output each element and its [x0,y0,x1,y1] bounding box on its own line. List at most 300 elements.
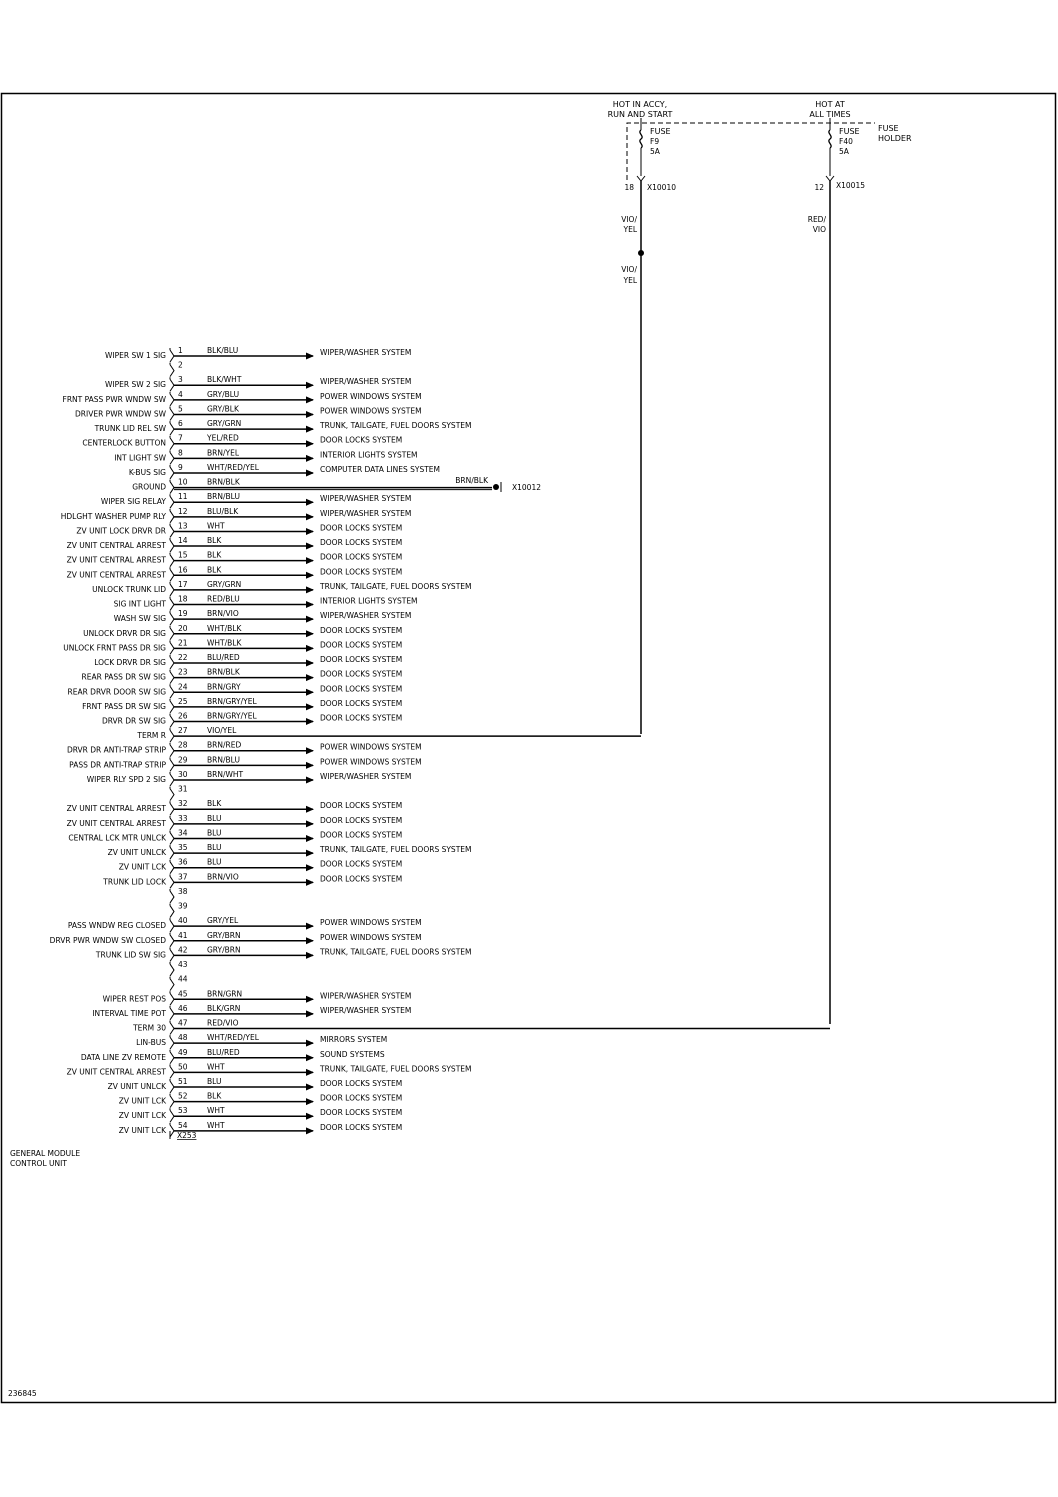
pin-chevron-icon [170,759,174,771]
pin-wire-color: BLK [207,799,222,809]
fuse-a-id: F9 [650,137,660,146]
pin-wire-color: WHT [207,521,225,531]
pin-row-45 [103,989,412,1005]
pin-chevron-icon [170,1125,174,1137]
pin-row-32 [67,799,403,815]
arrow-right-icon [306,513,314,520]
pin-wire-color: BLK [207,550,222,560]
pin-destination: DOOR LOCKS SYSTEM [320,538,403,548]
arrow-right-icon [306,630,314,637]
pin-signal-label: TERM R [137,731,166,741]
ground-dot [493,484,499,490]
arrow-right-icon [306,1113,314,1120]
pin-number: 47 [178,1018,188,1028]
arrow-right-icon [306,996,314,1003]
pin-row-21 [63,638,402,654]
pin-number: 13 [178,521,188,531]
pin-row-19 [114,609,412,625]
pin-chevron-icon [170,657,174,669]
pin-wire-color: BRN/BLK [207,477,240,487]
fuse-a-hot-1: HOT IN ACCY, [612,100,668,109]
pin-signal-label: INT LIGHT SW [114,453,166,463]
pin-number: 6 [178,419,183,429]
pin-number: 31 [178,784,188,794]
pin-chevron-icon [170,672,174,684]
pin-chevron-icon [170,1008,174,1020]
arrow-right-icon [306,660,314,667]
pin-number: 49 [178,1047,188,1057]
pin-number: 20 [178,623,188,633]
pin-number: 40 [178,916,188,926]
pin-signal-label: WIPER REST POS [102,994,166,1004]
pin-destination: WIPER/WASHER SYSTEM [320,377,412,387]
pin-number: 16 [178,565,188,575]
fuse-f40 [809,100,865,192]
pin-wire-color: YEL/RED [207,433,239,443]
pin-chevron-icon [170,1081,174,1093]
fuse-b-hot-1: HOT AT [815,100,845,109]
fuse-symbol-icon [829,130,831,148]
pin-chevron-icon [170,452,174,464]
pin-signal-label: UNLOCK FRNT PASS DR SIG [63,643,166,653]
pin-destination: DOOR LOCKS SYSTEM [320,830,403,840]
arrow-right-icon [306,396,314,403]
arrow-right-icon [306,601,314,608]
arrow-right-icon [306,806,314,813]
pin-chevron-icon [170,686,174,698]
pin-chevron-icon [170,642,174,654]
fuse-holder-label-1: FUSE [878,124,899,133]
pin-destination: DOOR LOCKS SYSTEM [320,655,403,665]
arrow-right-icon [306,820,314,827]
module-connector-id: X253 [177,1131,197,1140]
pin-chevron-icon [170,438,174,450]
connector-chevron-icon [637,176,645,181]
pin-wire-color: WHT [207,1120,225,1130]
pin-row-34 [68,828,402,844]
arrow-right-icon [306,879,314,886]
pin-wire-color: BLU [207,828,222,838]
arrow-right-icon [306,543,314,550]
feed-b-wire-2: VIO [812,225,826,234]
arrow-right-icon [306,689,314,696]
pin-signal-label: WASH SW SIG [113,614,166,624]
pin-wire-color: BLU/RED [207,653,240,663]
pin-number: 3 [178,375,183,385]
pin-signal-label: LIN-BUS [136,1038,166,1048]
arrow-right-icon [306,718,314,725]
pin-row-15 [67,551,403,567]
pin-number: 51 [178,1077,188,1086]
pin-row-1 [105,346,411,362]
pin-chevron-icon [170,701,174,713]
arrow-right-icon [306,572,314,579]
pin-row-7 [82,434,402,450]
pin-row-9 [129,463,440,479]
pin-number: 43 [178,960,188,970]
pin-number: 12 [178,506,188,516]
pin-chevron-icon [170,496,174,508]
arrow-right-icon [306,528,314,535]
pin-number: 41 [178,930,188,940]
pin-row-50 [67,1062,472,1078]
pin-row-25 [82,697,402,713]
fuse-b-pin: 12 [814,183,824,192]
pin-number: 32 [178,799,188,809]
pin-number: 44 [178,974,188,984]
fuse-b-rating: 5A [839,147,849,156]
pin-signal-label: PASS DR ANTI-TRAP STRIP [69,760,166,770]
pin-chevron-icon [170,920,174,932]
pin-number: 36 [178,857,188,867]
pin-row-31 [170,785,188,801]
fuse-a-rating: 5A [650,147,660,156]
pin-row-35 [108,843,472,859]
pin-signal-label: GROUND [132,482,166,492]
pin-signal-label: ZV UNIT LCK [118,862,166,872]
pin-destination: TRUNK, TAILGATE, FUEL DOORS SYSTEM [320,845,472,855]
pin-chevron-icon [170,818,174,830]
pin-chevron-icon [170,964,174,976]
pin-number: 54 [178,1120,188,1130]
pin-chevron-icon [170,467,174,479]
pin-destination: DOOR LOCKS SYSTEM [320,1122,403,1132]
module-name-2: CONTROL UNIT [10,1159,67,1168]
pin-number: 45 [178,989,188,999]
pin-row-8 [114,448,417,464]
pin-number: 5 [178,404,183,414]
pin-destination: DOOR LOCKS SYSTEM [320,698,403,708]
arrow-right-icon [306,557,314,564]
pin-destination: DOOR LOCKS SYSTEM [320,523,403,533]
pin-number: 10 [178,477,188,487]
pin-destination: INTERIOR LIGHTS SYSTEM [320,450,418,460]
pin-destination: TRUNK, TAILGATE, FUEL DOORS SYSTEM [320,421,472,431]
pin-signal-label: DRIVER PWR WNDW SW [75,409,166,419]
pin-chevron-icon [170,906,174,918]
connector-chevron-icon [826,176,834,181]
pin-chevron-icon [170,876,174,888]
pin-number: 11 [178,492,188,502]
pin-signal-label: WIPER RLY SPD 2 SIG [86,774,166,784]
pin-wire-color: BRN/BLK [207,667,240,677]
pin-wire-color: BLK/BLU [207,346,239,355]
arrow-right-icon [306,1054,314,1061]
pin-number: 26 [178,711,188,721]
pin-chevron-icon [170,1037,174,1049]
pin-row-46 [92,1004,411,1020]
pin-number: 42 [178,945,188,955]
module-pin-rows [50,346,830,1137]
arrow-right-icon [306,1127,314,1134]
pin-number: 25 [178,696,188,706]
arrow-right-icon [306,440,314,447]
pin-row-29 [69,755,421,771]
pin-signal-label: ZV UNIT LCK [118,1111,166,1121]
pin-signal-label: WIPER SIG RELAY [100,497,166,507]
arrow-right-icon [306,835,314,842]
pin-number: 35 [178,843,188,853]
pin-wire-color: WHT/RED/YEL [207,462,259,472]
pin-destination: DOOR LOCKS SYSTEM [320,625,403,635]
pin-wire-color: BLK/WHT [207,375,242,385]
pin-row-24 [68,682,403,698]
pin-destination: DOOR LOCKS SYSTEM [320,1093,403,1103]
pin-number: 4 [178,389,183,399]
pin-number: 53 [178,1106,188,1116]
pin-wire-color: BRN/VIO [207,872,239,882]
arrow-right-icon [306,923,314,930]
pin-chevron-icon [170,847,174,859]
pin-number: 14 [178,536,188,546]
pin-signal-label: ZV UNIT LCK [118,1125,166,1135]
pin-wire-color: BRN/GRY/YEL [207,696,257,706]
pin-row-20 [83,624,402,640]
pin-row-3 [105,375,411,391]
pin-chevron-icon [170,1023,174,1035]
pin-destination: DOOR LOCKS SYSTEM [320,1108,403,1118]
pin-destination: WIPER/WASHER SYSTEM [320,611,412,621]
pin-row-12 [61,507,412,523]
pin-signal-label: DRVR DR ANTI-TRAP STRIP [66,745,166,755]
pin-destination: TRUNK, TAILGATE, FUEL DOORS SYSTEM [320,1064,472,1074]
arrow-right-icon [306,353,314,360]
pin-signal-label: ZV UNIT LOCK DRVR DR [76,526,166,536]
pin-chevron-icon [170,599,174,611]
fuse-b-hot-2: ALL TIMES [809,110,851,119]
pin-number: 2 [178,360,183,370]
pin-signal-label: ZV UNIT CENTRAL ARREST [66,555,166,565]
pin-signal-label: PASS WNDW REG CLOSED [67,921,166,931]
pin-number: 33 [178,813,188,823]
pin-signal-label: ZV UNIT CENTRAL ARREST [66,541,166,551]
pin-signal-label: ZV UNIT CENTRAL ARREST [66,570,166,580]
pin-destination: DOOR LOCKS SYSTEM [320,552,403,562]
ground-connector-id: X10012 [512,483,541,492]
pin-chevron-icon [170,745,174,757]
pin-destination: DOOR LOCKS SYSTEM [320,669,403,679]
pin-number: 17 [178,579,188,589]
pin-chevron-icon [170,774,174,786]
pin-destination: DOOR LOCKS SYSTEM [320,713,403,723]
pin-signal-label: HDLGHT WASHER PUMP RLY [60,511,166,521]
pin-wire-color: BLU/RED [207,1047,240,1057]
pin-number: 38 [178,886,188,896]
arrow-right-icon [306,703,314,710]
pin-wire-color: GRY/BLK [207,404,239,414]
feed-b-wire-1: RED/ [807,215,826,224]
pin-signal-label: TRUNK LID LOCK [103,877,166,887]
pin-row-14 [67,536,403,552]
pin-wire-color: WHT/RED/YEL [207,1033,259,1043]
arrow-right-icon [306,382,314,389]
pin-signal-label: TERM 30 [133,1023,166,1033]
pin-destination: MIRRORS SYSTEM [320,1035,388,1045]
arrow-right-icon [306,762,314,769]
pin-wire-color: BLK [207,536,222,546]
pin-signal-label: DRVR DR SW SIG [101,716,166,726]
pin-number: 1 [178,346,183,355]
pin-destination: POWER WINDOWS SYSTEM [320,932,422,942]
pin-row-52 [119,1092,402,1108]
pin-signal-label: FRNT PASS PWR WNDW SW [62,394,166,404]
pin-signal-label: SIG INT LIGHT [113,599,166,609]
pin-signal-label: ZV UNIT CENTRAL ARREST [66,1067,166,1077]
pin-chevron-icon [170,1110,174,1122]
pin-destination: COMPUTER DATA LINES SYSTEM [320,464,441,474]
arrow-right-icon [306,499,314,506]
figure-id: 236845 [8,1389,37,1398]
pin-destination: WIPER/WASHER SYSTEM [320,494,412,504]
feed-a-wire-lower-1: VIO/ [621,265,637,274]
pin-chevron-icon [170,379,174,391]
pin-wire-color: WHT [207,1062,225,1072]
pin-wire-color: BRN/GRY [207,682,241,692]
pin-signal-label: DRVR PWR WNDW SW CLOSED [49,935,166,945]
pin-wire-color: BRN/YEL [207,448,239,458]
pin-number: 52 [178,1091,188,1101]
pin-wire-color: RED/VIO [207,1018,239,1028]
pin-row-49 [81,1048,385,1064]
pin-wire-color: WHT/BLK [207,623,242,633]
pin-destination: WIPER/WASHER SYSTEM [320,508,412,518]
pin-number: 28 [178,740,188,750]
pin-row-51 [108,1077,403,1093]
pin-chevron-icon [170,949,174,961]
pin-signal-label: WIPER SW 1 SIG [105,351,166,360]
pin-chevron-icon [170,408,174,420]
pin-wire-color: BRN/RED [207,740,242,750]
pin-signal-label: REAR DRVR DOOR SW SIG [67,687,166,697]
pin-chevron-icon [170,613,174,625]
pin-signal-label: ZV UNIT CENTRAL ARREST [66,818,166,828]
pin-wire-color: WHT/BLK [207,638,242,648]
pin-chevron-icon [170,1066,174,1078]
pin-number: 37 [178,872,188,882]
pin-number: 30 [178,769,188,779]
pin-destination: POWER WINDOWS SYSTEM [320,757,422,767]
arrow-right-icon [306,1084,314,1091]
pin-number: 9 [178,462,183,472]
pin-signal-label: CENTERLOCK BUTTON [82,438,166,448]
fuse-f9 [608,100,677,192]
pin-row-10 [132,478,492,494]
pin-signal-label: ZV UNIT LCK [118,1096,166,1106]
pin-row-33 [67,814,403,830]
pin-number: 8 [178,448,183,458]
pin-destination: POWER WINDOWS SYSTEM [320,391,422,401]
pin-row-26 [102,712,402,728]
pin-row-43 [170,960,188,976]
fuse-a-connector: X10010 [647,183,676,192]
pin-chevron-icon [170,350,174,362]
pin-destination: POWER WINDOWS SYSTEM [320,918,422,928]
pin-chevron-icon [170,891,174,903]
pin-destination: WIPER/WASHER SYSTEM [320,348,412,357]
pin-wire-color: BRN/VIO [207,609,239,619]
pin-chevron-icon [170,730,174,742]
pin-signal-label: CENTRAL LCK MTR UNLCK [68,833,166,843]
pin-row-6 [94,419,472,435]
pin-wire-color: GRY/GRN [207,419,242,429]
pin-wire-color: VIO/YEL [207,726,237,736]
feed-wire-vio-yel [621,181,644,734]
pin-signal-label: REAR PASS DR SW SIG [81,672,166,682]
fuse-a-hot-2: RUN AND START [607,110,673,119]
feed-a-wire-lower-2: YEL [623,276,637,285]
splice-dot [638,250,644,256]
pin-row-27 [136,726,641,742]
pin-signal-label: ZV UNIT CENTRAL ARREST [66,804,166,814]
pin-signal-label: ZV UNIT UNLCK [107,848,166,858]
pin-destination: POWER WINDOWS SYSTEM [320,742,422,752]
pin-row-37 [102,872,402,888]
pin-chevron-icon [170,482,174,494]
pin-destination: WIPER/WASHER SYSTEM [320,771,412,781]
feed-wire-red-vio [808,181,830,1024]
pin-row-23 [82,668,403,684]
fuse-symbol-icon [640,130,642,148]
pin-number: 34 [178,828,188,838]
pin-signal-label: DATA LINE ZV REMOTE [80,1052,166,1062]
pin-signal-label: UNLOCK DRVR DR SIG [83,628,166,638]
pin-wire-color: BLK/GRN [207,1003,241,1013]
pin-wire-color: BLU/BLK [207,506,239,516]
pin-destination: DOOR LOCKS SYSTEM [320,684,403,694]
pin-number: 29 [178,755,188,765]
arrow-right-icon [306,952,314,959]
pin-wire-color: BLU [207,857,222,867]
pin-chevron-icon [170,365,174,377]
arrow-right-icon [306,645,314,652]
pin-chevron-icon [170,993,174,1005]
pin-number: 23 [178,667,188,677]
pin-signal-label: INTERVAL TIME POT [92,1008,166,1018]
pin-destination: DOOR LOCKS SYSTEM [320,435,403,445]
pin-signal-label: ZV UNIT UNLCK [107,1082,166,1091]
arrow-right-icon [306,1098,314,1105]
pin-number: 21 [178,638,188,648]
arrow-right-icon [306,1069,314,1076]
pin-wire-color: GRY/BRN [207,930,241,940]
pin-destination: TRUNK, TAILGATE, FUEL DOORS SYSTEM [320,947,472,957]
pin-wire-color: RED/BLU [207,594,240,604]
pin-row-22 [94,653,402,669]
pin-destination: DOOR LOCKS SYSTEM [320,567,403,577]
fuse-holder-label-2: HOLDER [878,134,912,143]
pin-signal-label: FRNT PASS DR SW SIG [82,701,166,711]
pin-wire-color: BLU [207,1077,222,1086]
pin-destination: TRUNK, TAILGATE, FUEL DOORS SYSTEM [320,581,472,591]
pin-number: 22 [178,653,188,663]
pin-chevron-icon [170,1096,174,1108]
pin-number: 24 [178,682,188,692]
pin-chevron-icon [170,803,174,815]
pin-row-28 [67,741,422,757]
pin-row-13 [76,521,402,537]
pin-wire-color: GRY/GRN [207,579,242,589]
pin-number: 46 [178,1003,188,1013]
pin-chevron-icon [170,423,174,435]
pin-chevron-icon [170,1052,174,1064]
pin-chevron-icon [170,979,174,991]
arrow-right-icon [306,1040,314,1047]
pin-row-36 [119,858,402,874]
arrow-right-icon [306,864,314,871]
pin-destination: DOOR LOCKS SYSTEM [320,801,403,811]
pin-row-39 [170,902,188,918]
arrow-right-icon [306,426,314,433]
